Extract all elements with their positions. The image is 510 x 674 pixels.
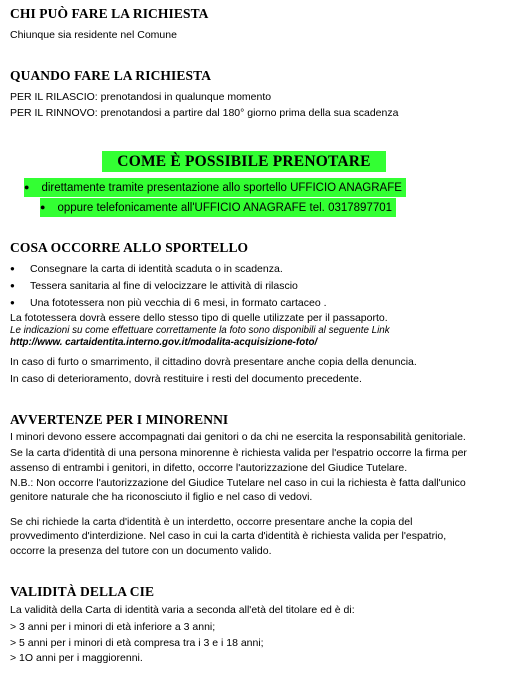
who-text: Chiunque sia residente nel Comune	[10, 29, 177, 41]
needed-item-2-text: Tessera sanitaria al fine di velocizzare le attività di rilascio	[30, 280, 298, 292]
needed-item-1	[10, 262, 283, 276]
minors-line-3: assenso di entrambi i genitori, in difetto, occorre l'autorizzazione del Giudice Tutelare.	[10, 462, 408, 474]
needed-item-3	[10, 296, 327, 310]
booking-item-2	[40, 198, 396, 217]
booking-item-1-text: direttamente tramite presentazione allo sportello UFFICIO ANAGRAFE	[41, 182, 402, 194]
minors-line-4: N.B.: Non occorre l'autorizzazione del Giudice Tutelare nel caso in cui la richiesta è fatta dall'unico	[10, 477, 466, 489]
bullet-icon: ●	[24, 182, 30, 192]
needed-item-1-text: Consegnare la carta di identità scaduta o in scadenza.	[30, 263, 283, 275]
bullet-icon: ●	[10, 281, 15, 290]
section-title-validity: VALIDITÀ DELLA CIE	[10, 584, 155, 599]
minors-line-1: I minori devono essere accompagnati dai genitori o da chi ne esercita la responsabilità genitoriale.	[10, 431, 466, 443]
when-line-1: PER IL RILASCIO: prenotandosi in qualunque momento	[10, 91, 272, 103]
validity-intro: La validità della Carta di identità varia a seconda all'età del titolare ed è di:	[10, 604, 355, 616]
damage-text: In caso di deterioramento, dovrà restituire i resti del documento precedente.	[10, 373, 362, 385]
booking-item-2-text: oppure telefonicamente all'UFFICIO ANAGRAFE tel. 0317897701	[57, 202, 393, 214]
minors-line-8: occorre la presenza del tutore con un documento valido.	[10, 545, 272, 557]
photo-info: Le indicazioni su come effettuare correttamente la foto sono disponibili al seguente Link	[10, 325, 390, 336]
validity-item-2: > 5 anni per i minori di età compresa tra i 3 e i 18 anni;	[10, 637, 264, 649]
bullet-icon: ●	[10, 298, 15, 307]
validity-item-3: > 1O anni per i maggiorenni.	[10, 652, 143, 664]
minors-line-6: Se chi richiede la carta d'identità è un interdetto, occorre presentare anche la copia del	[10, 516, 413, 528]
minors-line-2: Se la carta d'identità di una persona minorenne è richiesta valida per l'espatrio occorre la firma per	[10, 447, 467, 459]
section-title-needed: COSA OCCORRE ALLO SPORTELLO	[10, 240, 249, 255]
section-title-minors: AVVERTENZE PER I MINORENNI	[10, 412, 229, 427]
photo-note: La fototessera dovrà essere dello stesso tipo di quelle utilizzate per il passaporto.	[10, 312, 388, 324]
needed-item-2	[10, 279, 298, 293]
minors-line-5: genitore naturale che ha riconosciuto il figlio e nel caso di vedovi.	[10, 491, 313, 503]
bullet-icon: ●	[40, 202, 46, 212]
photo-link[interactable]: http://www. cartaidentita.interno.gov.it/modalita-acquisizione-foto/	[10, 337, 318, 348]
theft-text: In caso di furto o smarrimento, il cittadino dovrà presentare anche copia della denuncia.	[10, 356, 417, 368]
when-line-2: PER IL RINNOVO: prenotandosi a partire dal 180° giorno prima della sua scadenza	[10, 107, 399, 119]
needed-item-3-text: Una fototessera non più vecchia di 6 mesi, in formato cartaceo .	[30, 297, 327, 309]
validity-item-1: > 3 anni per i minori di età inferiore a 3 anni;	[10, 621, 216, 633]
section-title-when: QUANDO FARE LA RICHIESTA	[10, 68, 212, 83]
section-title-who: CHI PUÒ FARE LA RICHIESTA	[10, 6, 209, 21]
bullet-icon: ●	[10, 264, 15, 273]
minors-line-7: provvedimento d'interdizione. Nel caso in cui la carta d'identità è richiesta valida per l'espatrio,	[10, 530, 447, 542]
booking-item-1	[24, 178, 406, 197]
booking-title: COME È POSSIBILE PRENOTARE	[102, 151, 386, 172]
